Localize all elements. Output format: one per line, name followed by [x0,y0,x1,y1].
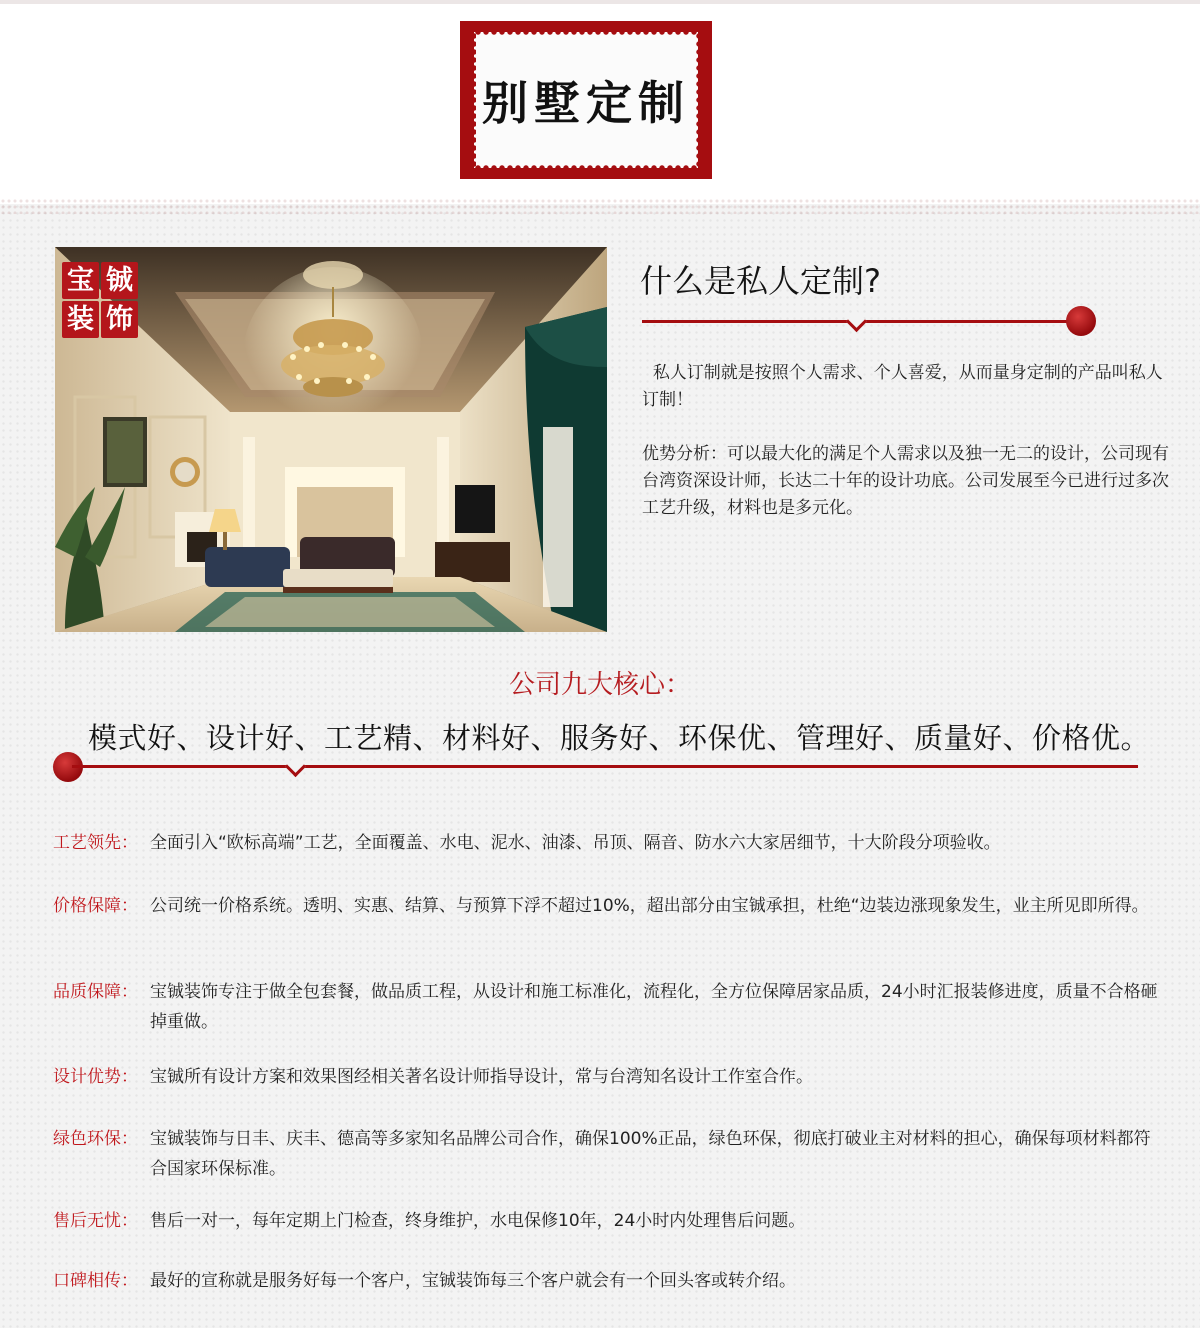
feature-text: 全面引入“欧标高端”工艺，全面覆盖、水电、泥水、油漆、吊顶、隔音、防水六大家居细节，十大阶段分项验收。 [150,833,1001,853]
intro-heading: 什么是私人定制? [640,262,881,300]
feature-label: 品质保障： [53,982,138,1002]
feature-text: 宝铖装饰与日丰、庆丰、德高等多家知名品牌公司合作，确保100%正品，绿色环保，彻底打破业主对材料的担心，确保每项材料都符合国家环保标准。 [150,1129,1151,1179]
feature-label: 价格保障： [53,896,138,916]
intro-divider-notch [846,311,867,332]
seal-char: 饰 [101,301,138,338]
feature-label: 绿色环保： [53,1129,138,1149]
brand-seal [62,262,138,338]
feature-text: 公司统一价格系统。透明、实惠、结算、与预算下浮不超过10%，超出部分由宝铖承担，杜绝“边装边涨现象发生，业主所见即所得。 [150,896,1149,916]
page-title: 别墅定制 [482,76,690,130]
feature-aftersales [53,1206,1160,1236]
feature-text: 售后一对一，每年定期上门检查，终身维护，水电保修10年，24小时内处理售后问题。 [150,1211,806,1231]
intro-paragraph-definition: 私人订制就是按照个人需求、个人喜爱，从而量身定制的产品叫私人订制！ [642,363,1163,410]
feature-text: 宝铖装饰专注于做全包套餐，做品质工程，从设计和施工标准化，流程化，全方位保障居家品质，24小时汇报装修进度，质量不合格砸掉重做。 [150,982,1158,1032]
feature-text: 宝铖所有设计方案和效果图经相关著名设计师指导设计，常与台湾知名设计工作室合作。 [150,1067,813,1087]
feature-craft [53,828,1160,858]
intro-text [642,360,1172,522]
feature-label: 售后无忧： [53,1211,138,1231]
seal-char: 铖 [101,262,138,299]
feature-label: 工艺领先： [53,833,138,853]
core-heading: 公司九大核心： [508,670,691,700]
seal-char: 装 [62,301,99,338]
core-values-list: 模式好、设计好、工艺精、材料好、服务好、环保优、管理好、质量好、价格优。 [88,721,1151,755]
feature-quality [53,977,1160,1037]
feature-design [53,1062,1160,1092]
title-frame [460,21,712,179]
core-divider-line [72,765,1138,768]
title-stamp [474,32,698,168]
feature-label: 口碑相传： [53,1271,138,1291]
feature-eco [53,1124,1160,1184]
feature-reputation [53,1266,1160,1296]
intro-divider-dot [1066,306,1096,336]
feature-price [53,891,1160,921]
seal-char: 宝 [62,262,99,299]
feature-label: 设计优势： [53,1067,138,1087]
feature-text: 最好的宣称就是服务好每一个客户，宝铖装饰每三个客户就会有一个回头客或转介绍。 [150,1271,796,1291]
core-divider-notch [285,756,306,777]
header-band-edge [0,198,1200,214]
intro-paragraph-advantage: 优势分析：可以最大化的满足个人需求以及独一无二的设计，公司现有台湾资深设计师，长达二十年的设计功底。公司发展至今已进行过多次工艺升级，材料也是多元化。 [642,444,1169,518]
